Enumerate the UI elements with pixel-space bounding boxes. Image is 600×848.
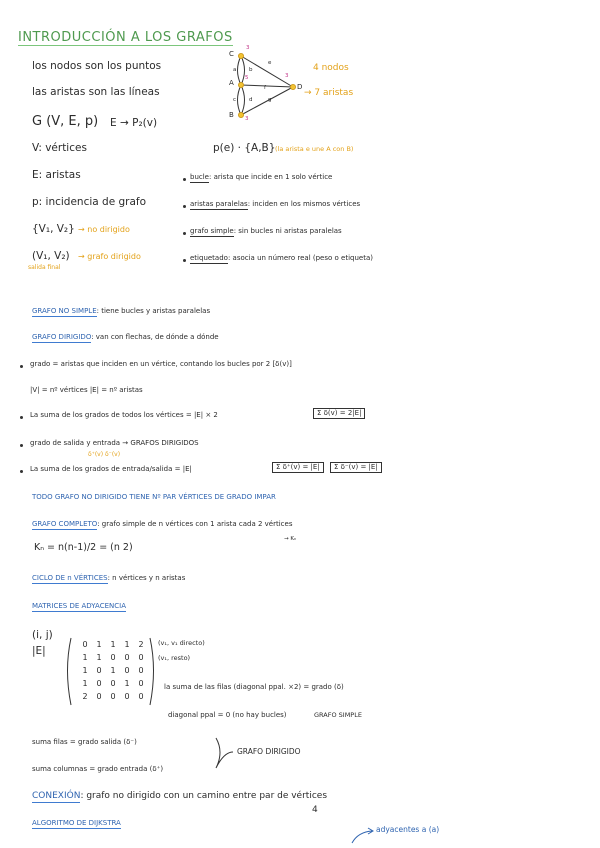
suma-columnas-line: suma columnas = grado entrada (δ⁺) <box>32 765 164 773</box>
matrix-cell: 0 <box>96 692 102 701</box>
p-of-e: p(e) · {A,B} <box>213 142 276 154</box>
directed-pair: (V₁, V₂) <box>32 250 70 262</box>
p-of-e-note: (la arista e une A con B) <box>275 145 354 153</box>
page-title: INTRODUCCIÓN A LOS GRAFOS <box>18 30 233 45</box>
matrix-note-1: (v₁, v₁ directo) <box>158 639 205 647</box>
box-salida: Σ δ⁻(v) = |E| <box>330 462 382 473</box>
edge-f-label: f <box>264 85 266 91</box>
grafo-dirigido-tag: GRAFO DIRIGIDO <box>237 747 301 756</box>
edge-g-label: g <box>268 97 272 103</box>
e-definition: E: aristas <box>32 169 81 181</box>
matrix-cell: 0 <box>124 653 130 662</box>
completo-kn: → Kₙ <box>284 536 297 542</box>
matrix-cell: 1 <box>124 640 130 649</box>
kn-formula: Kₙ = n(n-1)/2 = (n 2) <box>34 542 133 553</box>
grado-salida-sub: δ⁺(v) δ⁻(v) <box>88 451 121 458</box>
matrix-cell: 0 <box>96 679 102 688</box>
directed-note: → grafo dirigido <box>78 252 141 261</box>
edge-c-label: c <box>233 97 237 103</box>
matrix-cell: 1 <box>82 653 88 662</box>
conexion-line: CONEXIÓN: grafo no dirigido con un camino entre par de vértices <box>32 791 328 801</box>
edge-b-label: b <box>249 67 253 73</box>
ciclo-line: CICLO DE n VÉRTICES: n vértices y n aristas <box>32 574 186 582</box>
matrix-cell: 1 <box>96 653 102 662</box>
matrix-cell: 0 <box>110 692 116 701</box>
nodes-count-note: 4 nodos <box>313 63 349 73</box>
suma-dirigido-line: La suma de los grados de entrada/salida = |E| <box>30 465 192 473</box>
node-a-degree: 5 <box>245 75 249 81</box>
edges-count-note: → 7 aristas <box>304 88 354 98</box>
filas-line: la suma de las filas (diagonal ppal. ×2) = grado (δ) <box>164 683 344 691</box>
adyacentes-note: adyacentes a (a) <box>376 825 440 834</box>
matrix-cell: 0 <box>82 640 88 649</box>
matrix-cell: 1 <box>124 679 130 688</box>
ij-label: (i, j) <box>32 629 53 641</box>
grafo-no-simple-line: GRAFO NO SIMPLE: tiene bucles y aristas paralelas <box>32 307 211 315</box>
undirected-pair: {V₁, V₂} <box>32 223 75 235</box>
v-definition: V: vértices <box>32 142 87 154</box>
grafo-completo-line: GRAFO COMPLETO: grafo simple de n vértices con 1 arista cada 2 vértices <box>32 520 293 528</box>
matrix-cell: 2 <box>82 692 88 701</box>
matrix-cell: 0 <box>138 653 144 662</box>
matrix-cell: 0 <box>110 679 116 688</box>
matrix-cell: 0 <box>138 692 144 701</box>
matrix-note-2: (v₁, resto) <box>158 654 191 662</box>
edge-d-label: d <box>249 97 253 103</box>
e-label: |E| <box>32 645 46 657</box>
counts-line: |V| = nº vértices |E| = nº aristas <box>30 386 143 394</box>
grado-salida-line: grado de salida y entrada → GRAFOS DIRIGIDOS <box>30 439 199 447</box>
directed-sub: salida final <box>28 264 61 271</box>
matrix-cell: 1 <box>82 679 88 688</box>
nodes-line: los nodos son los puntos <box>32 60 162 72</box>
diagonal-line: diagonal ppal = 0 (no hay bucles) <box>168 711 287 719</box>
suma-grados-box: Σ δ(v) = 2|E| <box>313 408 365 419</box>
matrix-cell: 0 <box>138 679 144 688</box>
node-d-label: D <box>297 83 303 91</box>
graph-definition: G (V, E, p) <box>32 114 99 129</box>
matrix-cell: 1 <box>110 666 116 675</box>
node-a-label: A <box>229 79 234 87</box>
node-c-degree: 3 <box>246 45 250 51</box>
bullet-etiquetado: etiquetado: asocia un número real (peso o etiqueta) <box>190 254 373 262</box>
edge-e-label: e <box>268 60 272 66</box>
matrix-cell: 2 <box>138 640 144 649</box>
todo-grafo-rule: TODO GRAFO NO DIRIGIDO TIENE Nº PAR VÉRTICES DE GRADO IMPAR <box>32 493 276 501</box>
edge-a-label: a <box>233 67 237 73</box>
matrix-cell: 0 <box>124 666 130 675</box>
node-b-degree: 3 <box>245 116 249 122</box>
p-definition: p: incidencia de grafo <box>32 196 147 208</box>
bottom-weight: 4 <box>312 805 318 815</box>
box-entrada: Σ δ⁺(v) = |E| <box>272 462 324 473</box>
dijkstra-heading: ALGORITMO DE DIJKSTRA <box>32 819 121 827</box>
bullet-bucle: bucle: arista que incide en 1 solo vértice <box>190 173 333 181</box>
matrix-cell: 0 <box>124 692 130 701</box>
suma-grados-line: La suma de los grados de todos los vértices = |E| × 2 <box>30 411 218 419</box>
matrix-cell: 1 <box>96 640 102 649</box>
node-c-label: C <box>229 50 234 58</box>
edges-line: las aristas son las líneas <box>32 86 160 98</box>
matrix-cell: 0 <box>96 666 102 675</box>
matrices-heading: MATRICES DE ADYACENCIA <box>32 602 126 610</box>
bullet-simple: grafo simple: sin bucles ni aristas paralelas <box>190 227 342 235</box>
matrix-cell: 1 <box>110 640 116 649</box>
grado-line: grado = aristas que inciden en un vértice, contando los bucles por 2 [δ(v)] <box>30 360 292 368</box>
node-b-label: B <box>229 111 234 119</box>
edge-map: E → P₂(v) <box>110 117 158 129</box>
matrix-cell: 0 <box>110 653 116 662</box>
grafo-dirigido-line: GRAFO DIRIGIDO: van con flechas, de dónde a dónde <box>32 333 219 341</box>
matrix-cell: 0 <box>138 666 144 675</box>
diagonal-tag: GRAFO SIMPLE <box>314 711 362 719</box>
suma-filas-line: suma filas = grado salida (δ⁻) <box>32 738 137 746</box>
matrix-cell: 1 <box>82 666 88 675</box>
bullet-paralelas: aristas paralelas: inciden en los mismos vértices <box>190 200 361 208</box>
node-d-degree: 3 <box>285 73 289 79</box>
undirected-note: → no dirigido <box>78 225 130 234</box>
